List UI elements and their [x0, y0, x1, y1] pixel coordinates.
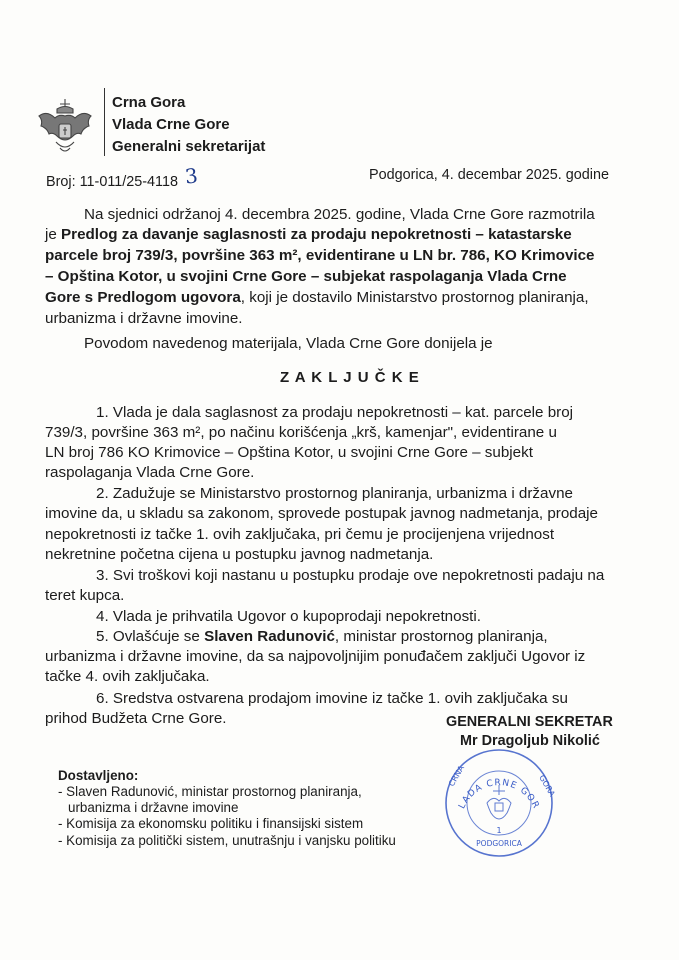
montenegro-coat-of-arms-icon [36, 96, 94, 158]
stamp-emblem-icon [487, 785, 511, 819]
item-1-line-2: 739/3, površine 363 m², po načinu korišćenja „krš, kamenjar", evidentirane u [45, 424, 557, 441]
delivered-recipient-3: - Komisija za politički sistem, unutrašnju i vanjsku politiku [58, 833, 396, 848]
minister-name: Slaven Radunović [204, 628, 335, 645]
item-5-rest: , ministar prostornog planiranja, [334, 628, 548, 645]
item-2-line-4: nekretnine početna cijena u postupku javnog nadmetanja. [45, 546, 434, 563]
signature-title: GENERALNI SEKRETAR [446, 714, 613, 730]
item-5-line-2: urbanizma i državne imovine, da sa najpovoljnijim ponuđačem zaključi Ugovor iz [45, 648, 586, 665]
stamp-side-left: CRNA [446, 763, 467, 788]
intro-line-5 [45, 289, 589, 307]
intro-line-1: Na sjednici održanoj 4. decembra 2025. godine, Vlada Crne Gore razmotrila [84, 206, 595, 223]
header-secretariat: Generalni sekretarijat [112, 138, 266, 155]
item-6-line-2: prihod Budžeta Crne Gore. [45, 710, 227, 727]
intro-line-2 [45, 226, 572, 244]
proposal-title-end: Gore s Predlogom ugovora [45, 289, 241, 306]
intro-line-3: parcele broj 739/3, površine 363 m², evidentirane u LN br. 786, KO Krimovice [45, 247, 595, 264]
conclusions-title: Z A K L J U Č K E [280, 369, 420, 386]
intro-line-4: – Opština Kotor, u svojini Crne Gore – subjekat raspolaganja Vlada Crne [45, 268, 567, 285]
intro-line-2-start: je [45, 226, 62, 243]
header-government: Vlada Crne Gore [112, 116, 230, 133]
item-6-line-1: 6. Sredstva ostvarena prodajom imovine iz tačke 1. ovih zaključaka su [96, 690, 568, 707]
intro-line-7: Povodom navedenog materijala, Vlada Crne Gore donijela je [84, 335, 493, 352]
stamp-city: PODGORICA [476, 839, 522, 848]
handwritten-annotation: 3 [183, 163, 199, 189]
stamp-number: 1 [496, 826, 502, 835]
signature-name: Mr Dragoljub Nikolić [460, 733, 600, 749]
item-5-line-3: tačke 4. ovih zaključaka. [45, 668, 210, 685]
item-1-line-4: raspolaganja Vlada Crne Gore. [45, 464, 255, 481]
intro-line-6: urbanizma i državne imovine. [45, 310, 243, 327]
item-5-line-1 [96, 628, 548, 646]
item-1-line-3: LN broj 786 KO Krimovice – Opština Kotor, u svojini Crne Gore – subjekt [45, 444, 533, 461]
header-country: Crna Gora [112, 94, 186, 111]
delivered-heading: Dostavljeno: [58, 768, 139, 783]
proposal-title-start: Predlog za davanje saglasnosti za prodaju nepokretnosti – katastarske [61, 226, 572, 243]
item-4-line-1: 4. Vlada je prihvatila Ugovor o kupoprodaji nepokretnosti. [96, 608, 481, 625]
item-3-line-1: 3. Svi troškovi koji nastanu u postupku prodaje ove nepokretnosti padaju na [96, 567, 605, 584]
stamp-side-right: GORA [537, 773, 555, 799]
item-3-line-2: teret kupca. [45, 587, 125, 604]
header-divider [104, 88, 105, 156]
official-stamp [443, 747, 555, 859]
item-2-line-2: imovine da, u skladu sa zakonom, sprovede postupak javnog nadmetanja, prodaje [45, 505, 599, 522]
delivered-recipient-1: - Slaven Radunović, ministar prostornog planiranja, [58, 784, 362, 799]
item-2-line-1: 2. Zadužuje se Ministarstvo prostornog planiranja, urbanizma i državne [96, 485, 573, 502]
place-date: Podgorica, 4. decembar 2025. godine [369, 167, 610, 183]
item-5-start: 5. Ovlašćuje se [96, 628, 205, 645]
stamp-ring-text: LADA CRNE GOR [457, 778, 542, 812]
intro-line-5-rest: , koji je dostavilo Ministarstvo prostornog planiranja, [240, 289, 589, 306]
delivered-recipient-1-cont: urbanizma i državne imovine [68, 800, 239, 815]
item-1-line-1: 1. Vlada je dala saglasnost za prodaju nepokretnosti – kat. parcele broj [96, 404, 574, 421]
delivered-recipient-2: - Komisija za ekonomsku politiku i finansijski sistem [58, 816, 364, 831]
document-number: Broj: 11-011/25-4118 [46, 174, 179, 190]
item-2-line-3: nepokretnosti iz tačke 1. ovih zaključaka, pri čemu je procijenjena vrijednost [45, 526, 555, 543]
